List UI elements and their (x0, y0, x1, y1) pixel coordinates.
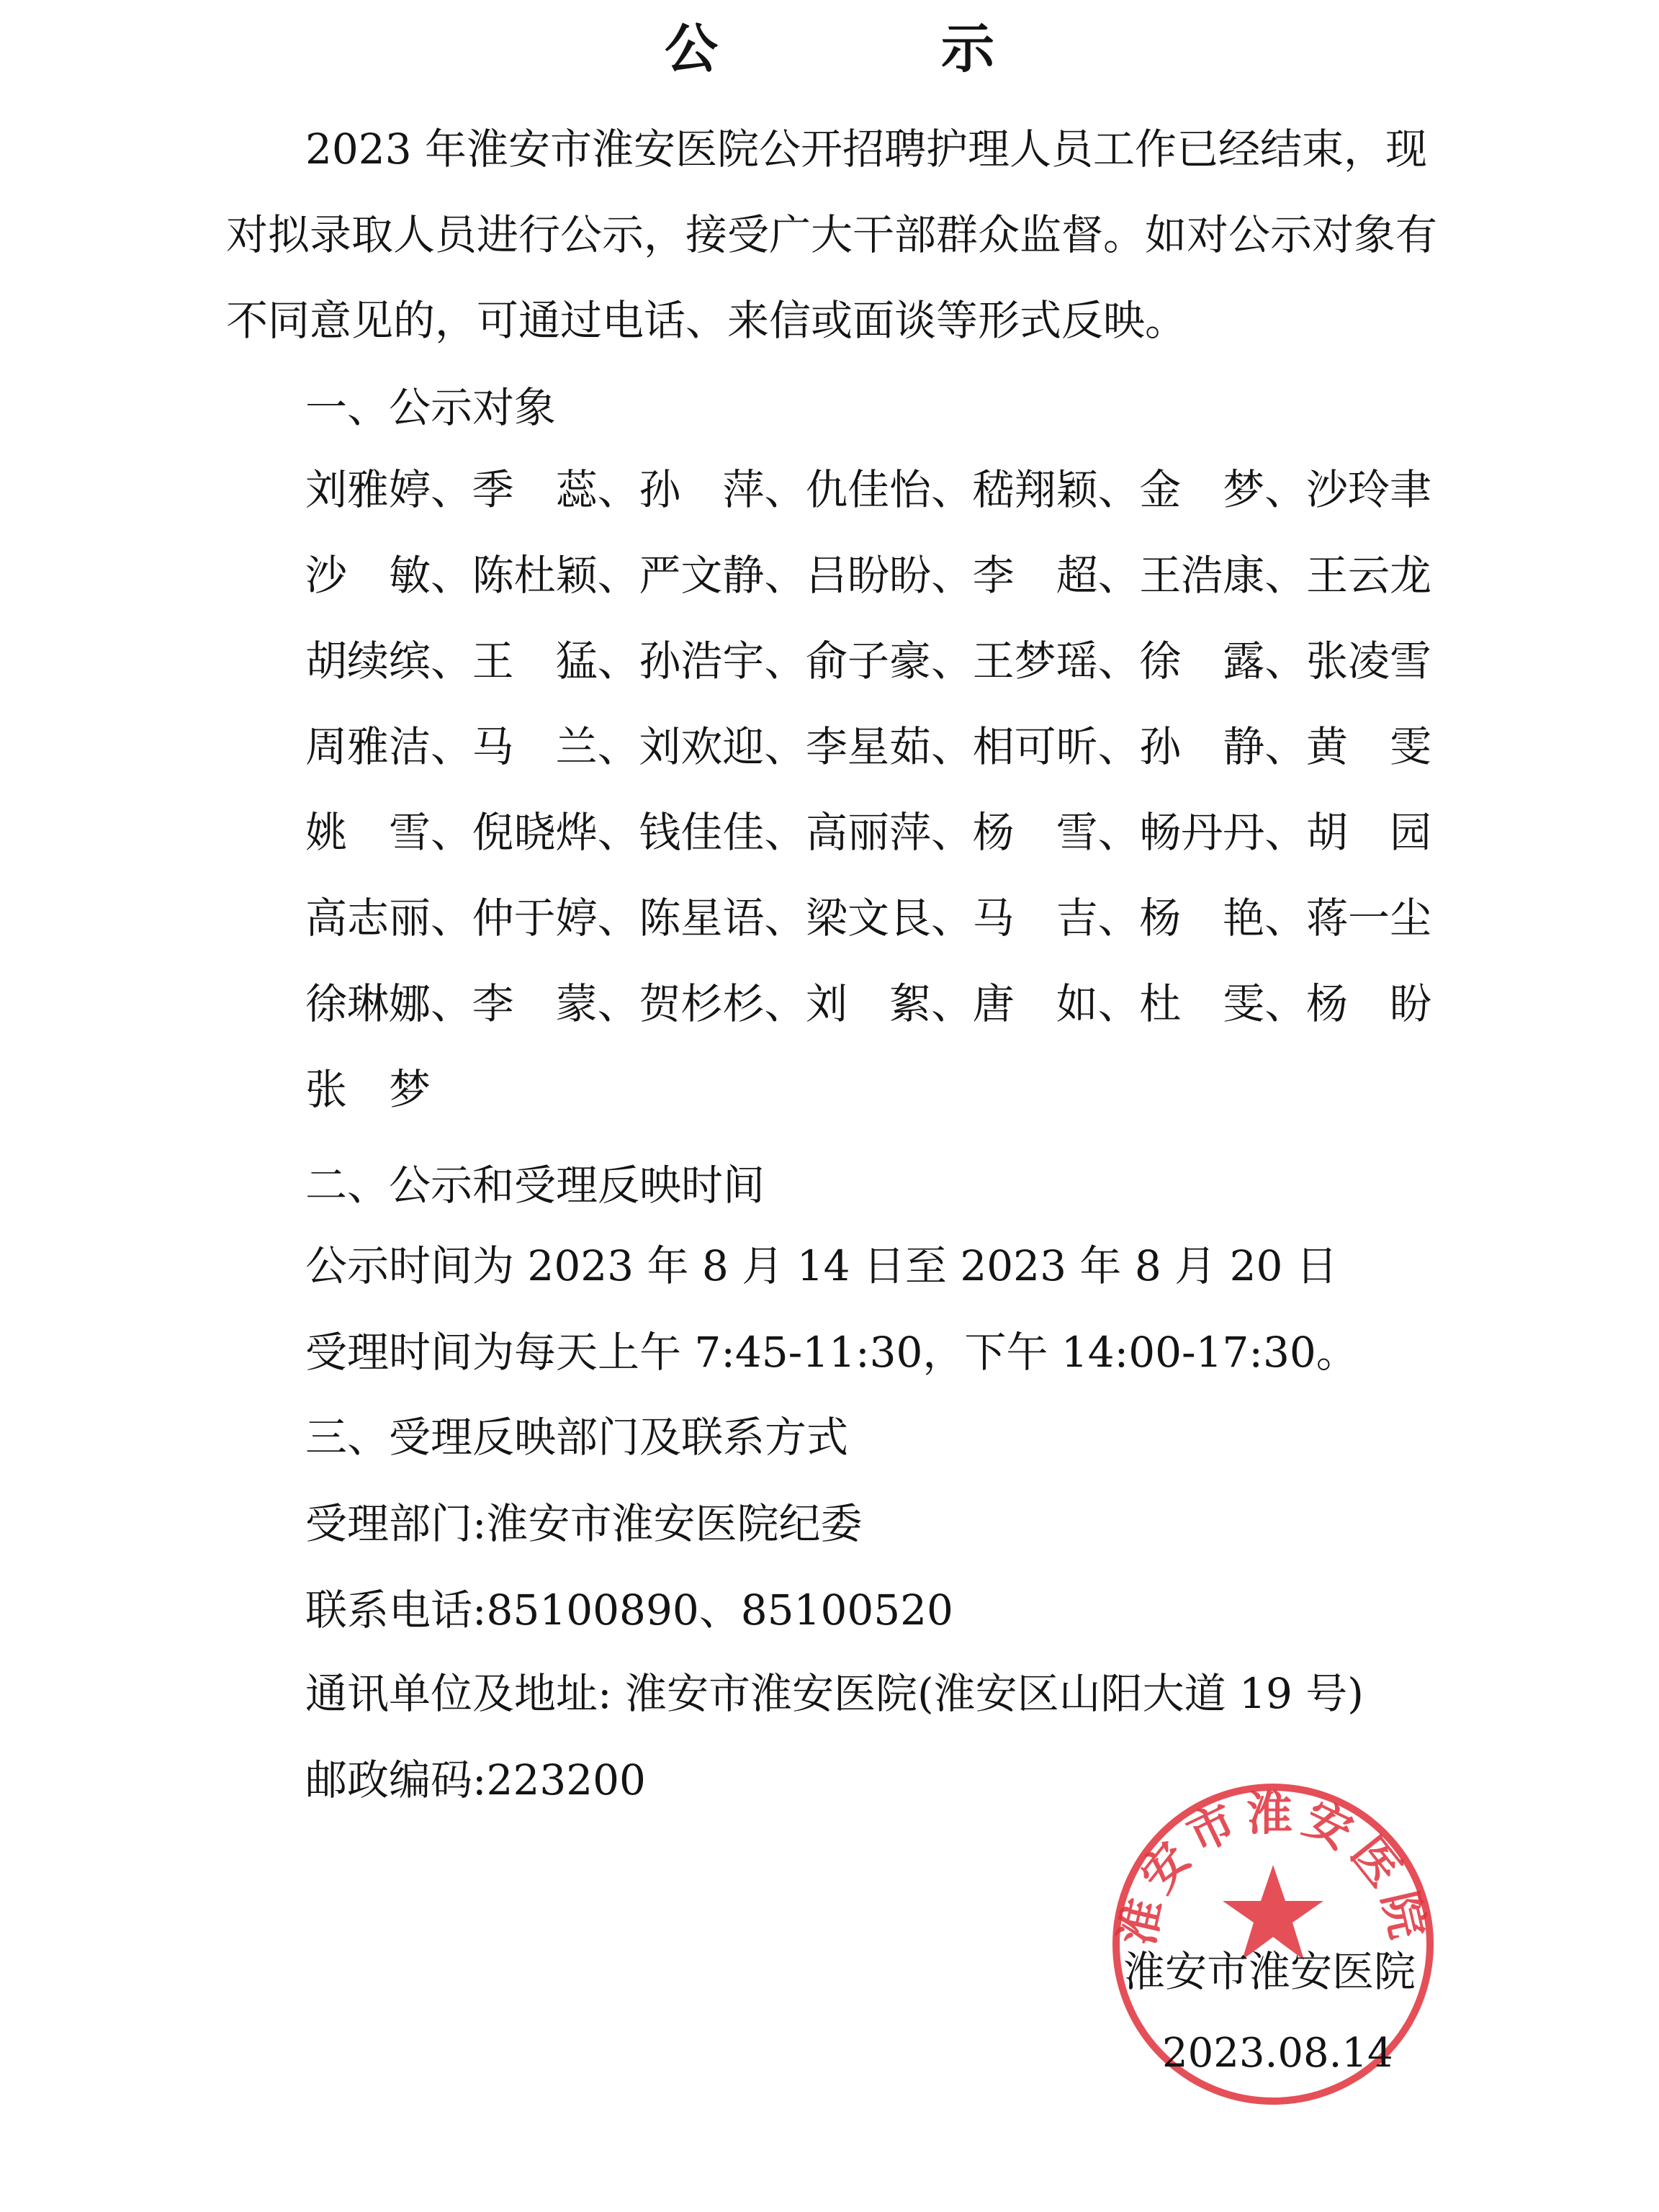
name-row (305, 461, 1429, 547)
candidate-name: 吕盼盼、 (805, 551, 973, 600)
candidate-name: 唐 如、 (972, 979, 1140, 1028)
candidate-name: 马 兰、 (472, 722, 639, 771)
candidate-name: 俞子豪、 (805, 637, 973, 685)
candidate-name: 高志丽、 (305, 894, 473, 943)
candidate-name: 孙浩宇、 (639, 637, 806, 685)
signature-date: 2023.08.14 (1162, 2030, 1393, 2077)
name-row (305, 632, 1429, 718)
candidate-name: 严文静、 (639, 551, 806, 600)
candidate-name: 刘欢迎、 (639, 722, 806, 771)
candidate-name: 胡续缤、 (305, 637, 473, 685)
publicity-time: 公示时间为 2023 年 8 月 14 日至 2023 年 8 月 20 日 (305, 1241, 1338, 1290)
name-row (305, 975, 1429, 1061)
candidate-name: 陈星语、 (639, 894, 806, 943)
section1-heading: 一、公示对象 (305, 383, 557, 432)
candidate-name: 王梦瑶、 (972, 637, 1140, 685)
candidate-name: 季 蕊、 (472, 465, 639, 514)
candidate-name: 相可昕、 (972, 722, 1140, 771)
candidate-name: 杨 艳、 (1139, 894, 1307, 943)
candidate-name: 胡 园 (1305, 808, 1431, 857)
candidate-name: 黄 雯 (1305, 722, 1431, 771)
contact-address: 通讯单位及地址: 淮安市淮安医院(淮安区山阳大道 19 号) (305, 1669, 1364, 1718)
candidate-name: 杨 盼 (1305, 979, 1431, 1028)
candidate-name: 蒋一尘 (1305, 894, 1431, 943)
candidate-name: 李 超、 (972, 551, 1140, 600)
candidate-name: 杜 雯、 (1139, 979, 1307, 1028)
contact-department: 受理部门:淮安市淮安医院纪委 (305, 1499, 863, 1548)
section3-heading: 三、受理反映部门及联系方式 (305, 1413, 849, 1462)
name-row (305, 889, 1429, 975)
candidate-name: 张凌雪 (1305, 637, 1431, 685)
candidate-name: 孙 静、 (1139, 722, 1307, 771)
candidate-name: 贺杉杉、 (639, 979, 806, 1028)
candidate-name: 嵇翔颖、 (972, 465, 1140, 514)
candidate-name: 仲于婷、 (472, 894, 639, 943)
candidate-name: 马 吉、 (972, 894, 1140, 943)
signature-organization: 淮安市淮安医院 (1123, 1947, 1416, 1996)
candidate-name: 周雅洁、 (305, 722, 473, 771)
candidate-name: 杨 雪、 (972, 808, 1140, 857)
candidate-name: 王 猛、 (472, 637, 639, 685)
name-row (305, 547, 1429, 632)
acceptance-time: 受理时间为每天上午 7:45-11:30，下午 14:00-17:30。 (305, 1328, 1358, 1377)
candidate-name: 张 梦 (305, 1065, 431, 1114)
candidate-name: 沙 敏、 (305, 551, 473, 600)
candidate-name: 高丽萍、 (805, 808, 973, 857)
candidate-name: 孙 萍、 (639, 465, 806, 514)
candidate-name: 刘 絮、 (805, 979, 973, 1028)
candidate-name: 李星茹、 (805, 722, 973, 771)
candidate-name: 仇佳怡、 (805, 465, 973, 514)
intro-paragraph: 2023 年淮安市淮安医院公开招聘护理人员工作已经结束，现对拟录取人员进行公示，接受广大干部群众监督。如对公示对象有不同意见的，可通过电话、来信或面谈等形式反映。 (226, 125, 1438, 345)
section2-heading: 二、公示和受理反映时间 (305, 1161, 765, 1210)
candidate-name: 陈杜颖、 (472, 551, 639, 600)
candidate-name: 倪晓烨、 (472, 808, 639, 857)
name-row (305, 1061, 1429, 1146)
candidate-name: 姚 雪、 (305, 808, 473, 857)
candidate-name: 刘雅婷、 (305, 465, 473, 514)
candidate-name: 畅丹丹、 (1139, 808, 1307, 857)
candidate-name: 李 蒙、 (472, 979, 639, 1028)
page-title: 公 示 (665, 18, 1079, 80)
candidate-name: 金 梦、 (1139, 465, 1307, 514)
candidate-name: 梁文艮、 (805, 894, 973, 943)
candidate-name: 徐琳娜、 (305, 979, 473, 1028)
candidate-name: 沙玲聿 (1305, 465, 1431, 514)
candidate-name: 钱佳佳、 (639, 808, 806, 857)
candidate-name: 王浩康、 (1139, 551, 1307, 600)
candidate-name: 徐 露、 (1139, 637, 1307, 685)
candidate-name: 王云龙 (1305, 551, 1431, 600)
contact-postcode: 邮政编码:223200 (305, 1755, 646, 1804)
seal-text: 淮安市淮安医院 (1110, 1787, 1436, 1951)
name-row (305, 718, 1429, 804)
contact-phone: 联系电话:85100890、85100520 (305, 1586, 953, 1635)
name-row (305, 804, 1429, 889)
candidate-name-list (305, 461, 1429, 1146)
